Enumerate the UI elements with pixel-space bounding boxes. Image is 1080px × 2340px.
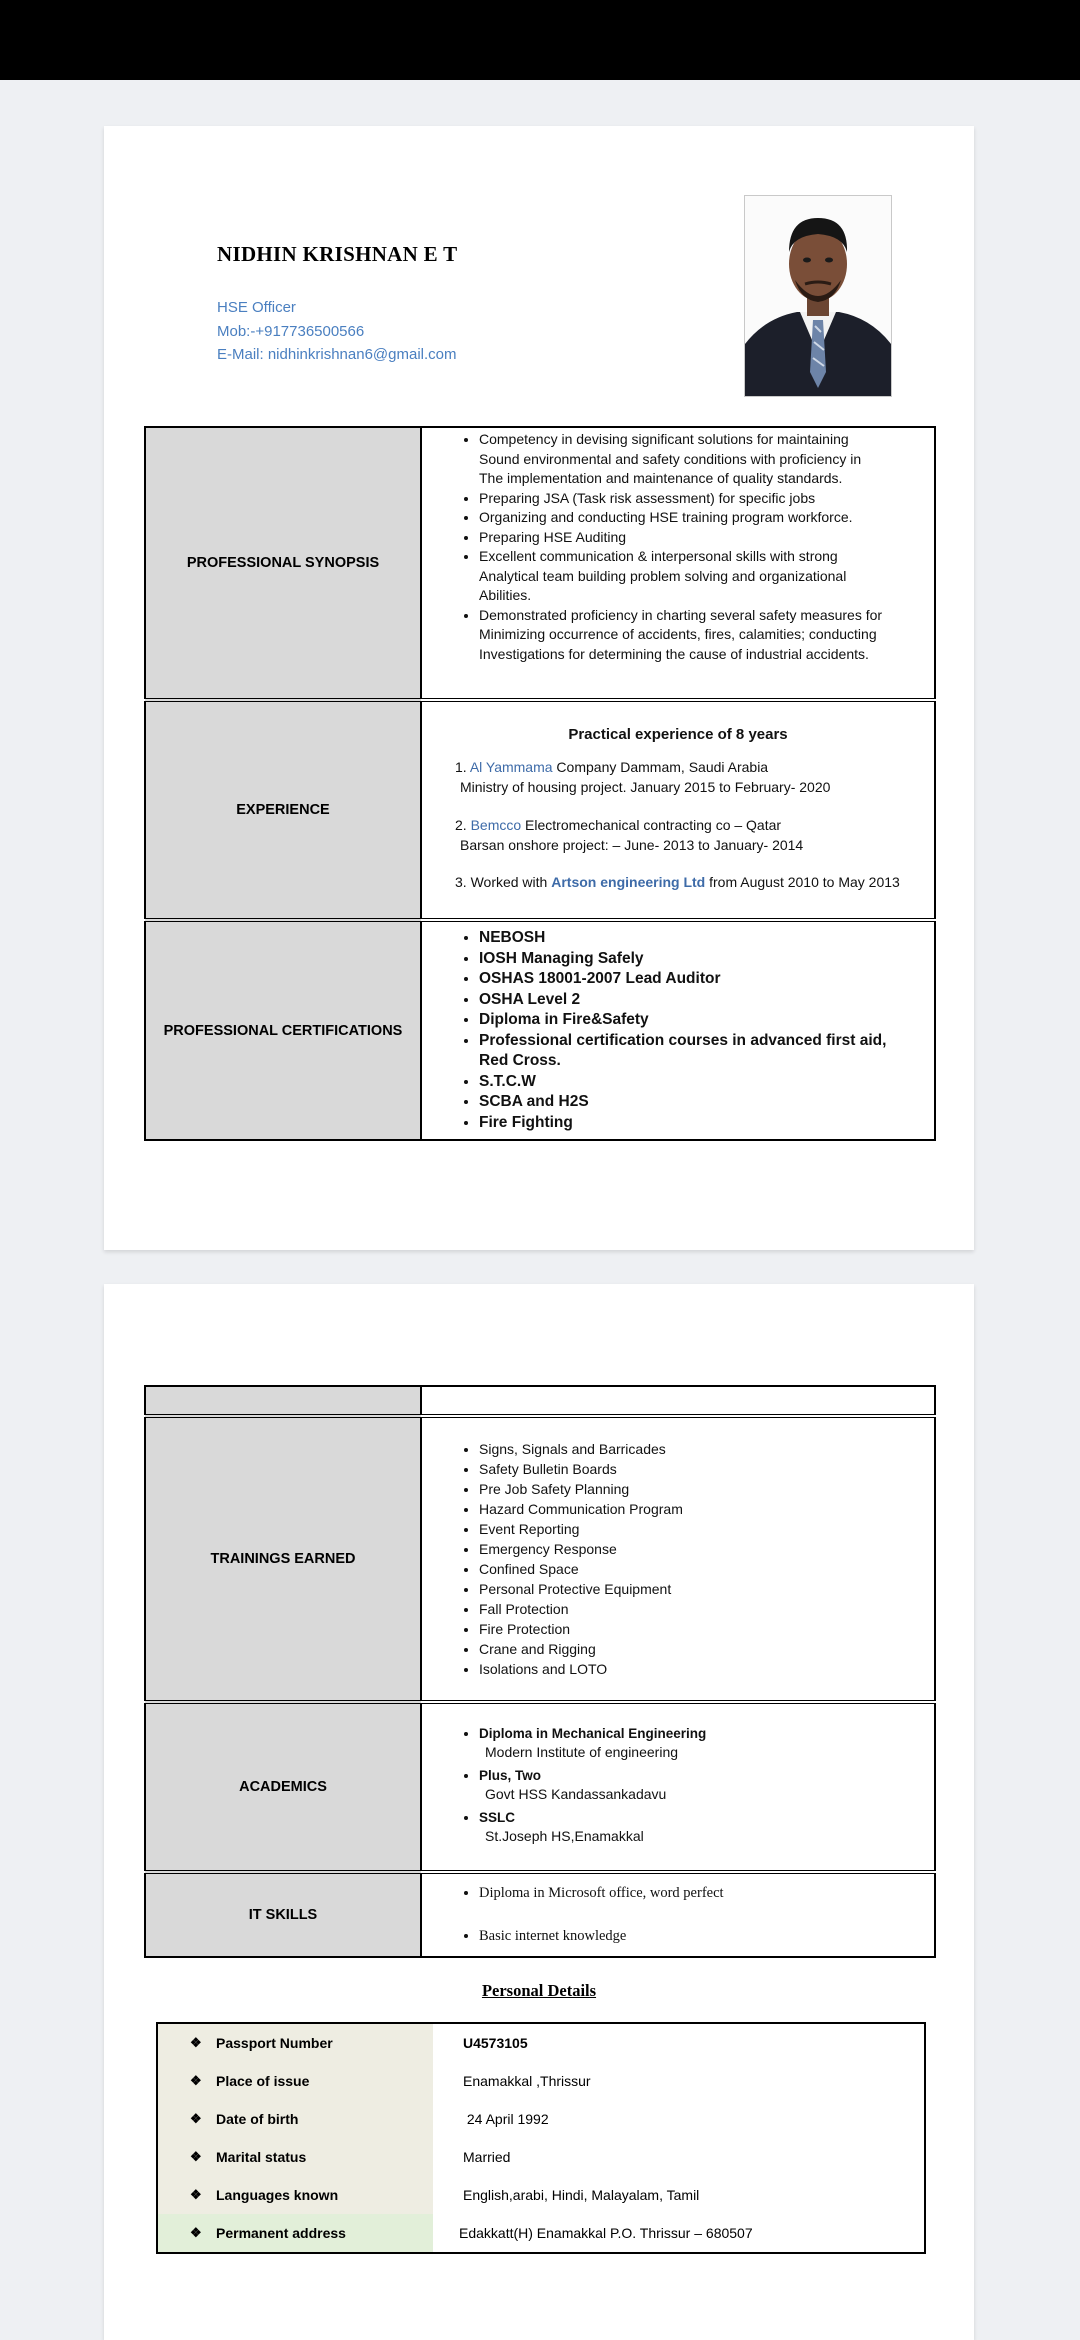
synopsis-row [145,427,935,700]
academics-content [421,1702,935,1872]
certification-item: • IOSH Managing Safely [479,949,904,970]
diamond-bullet-icon: ❖ [190,2035,202,2050]
synopsis-item: • Preparing HSE Auditing [479,528,934,548]
experience-row [145,700,935,920]
it-skills-content [421,1872,935,1957]
synopsis-item: • Demonstrated proficiency in charting several safety measures for Minimizing occurrence of accidents, fires, calamities; conducting Investigations for determining the cause of industrial accidents. [479,606,934,665]
certification-item: • S.T.C.W [479,1072,904,1093]
certification-item: • OSHA Level 2 [479,990,904,1011]
certifications-content [421,920,935,1140]
it-skills-list [422,1884,934,1947]
diamond-bullet-icon: ❖ [190,2111,202,2126]
experience-job-3: 3. Worked with Artson engineering Ltd from August 2010 to May 2013 [455,874,900,890]
diamond-bullet-icon: ❖ [190,2187,202,2202]
synopsis-label: PROFESSIONAL SYNOPSIS [145,427,421,700]
personal-row-address [157,2214,925,2253]
training-item: • Fire Protection [479,1619,934,1639]
experience-job-2: 2. Bemcco Electromechanical contracting co – Qatar Barsan onshore project: – June- 2013 to January- 2014 [455,817,804,853]
synopsis-item: • Competency in devising significant solutions for maintaining Sound environmental and safety conditions with proficiency in The implementation and maintenance of quality standards. [479,430,934,489]
training-item: • Event Reporting [479,1519,934,1539]
top-bar [0,0,1080,80]
resume-page-1 [104,126,974,1250]
academics-label: ACADEMICS [145,1702,421,1872]
training-item: • Confined Space [479,1559,934,1579]
certification-item: • Fire Fighting [479,1113,904,1134]
empty-label-cell [145,1386,421,1416]
certifications-row [145,920,935,1140]
experience-job-1: 1. Al Yammama Company Dammam, Saudi Arabia Ministry of housing project. January 2015 to February- 2020 [455,759,831,795]
email-address: E-Mail: nidhinkrishnan6@gmail.com [217,346,457,363]
certification-item: • NEBOSH [479,928,904,949]
personal-value: U4573105 [463,2035,528,2051]
training-item: • Pre Job Safety Planning [479,1479,934,1499]
synopsis-item: • Organizing and conducting HSE training program workforce. [479,508,934,528]
personal-value: English,arabi, Hindi, Malayalam, Tamil [463,2187,700,2203]
training-item: • Emergency Response [479,1539,934,1559]
it-skills-row [145,1872,935,1957]
personal-key: ❖ Languages known [157,2176,433,2214]
training-item: • Hazard Communication Program [479,1499,934,1519]
trainings-label: TRAININGS EARNED [145,1416,421,1702]
experience-heading: Practical experience of 8 years [568,726,788,743]
it-skill-item: • Basic internet knowledge [479,1927,934,1947]
personal-key: ❖ Permanent address [157,2214,433,2253]
training-item: • Safety Bulletin Boards [479,1459,934,1479]
personal-row-languages [157,2176,925,2214]
company-al-yammama: Al Yammama [469,759,553,775]
training-item: • Fall Protection [479,1599,934,1619]
job-role: HSE Officer [217,299,296,316]
trainings-row [145,1416,935,1702]
company-artson: Artson engineering Ltd [551,874,706,890]
personal-details-table [156,2022,926,2254]
experience-content [421,700,935,920]
diamond-bullet-icon: ❖ [190,2225,202,2240]
synopsis-list [422,430,934,664]
personal-value: Edakkatt(H) Enamakkal P.O. Thrissur – 680507 [459,2225,753,2241]
personal-row-passport [157,2023,925,2062]
synopsis-item: • Preparing JSA (Task risk assessment) for specific jobs [479,489,934,509]
trainings-content [421,1416,935,1702]
training-item: • Personal Protective Equipment [479,1579,934,1599]
personal-value: 24 April 1992 [463,2111,549,2127]
certification-item: • OSHAS 18001-2007 Lead Auditor [479,969,904,990]
training-item: • Crane and Rigging [479,1639,934,1659]
synopsis-item: • Excellent communication & interpersonal skills with strong Analytical team building problem solving and organizational Abilities. [479,547,934,606]
personal-key: ❖ Passport Number [157,2023,433,2062]
academics-row [145,1702,935,1872]
personal-key: ❖ Place of issue [157,2062,433,2100]
it-skills-label: IT SKILLS [145,1872,421,1957]
personal-row-date-of-birth [157,2100,925,2138]
academic-item: • Plus, Two Govt HSS Kandassankadavu [479,1766,934,1804]
training-item: • Signs, Signals and Barricades [479,1439,934,1459]
empty-row [145,1386,935,1416]
academic-item: • SSLC St.Joseph HS,Enamakkal [479,1808,934,1846]
it-skill-item: • Diploma in Microsoft office, word perfect [479,1884,934,1904]
certifications-list [422,928,934,1133]
resume-page-2 [104,1284,974,2340]
academics-list [422,1724,934,1846]
mobile-number: Mob:-+917736500566 [217,323,365,340]
personal-value: Enamakkal ,Thrissur [463,2073,591,2089]
academic-item: • Diploma in Mechanical Engineering Modern Institute of engineering [479,1724,934,1762]
candidate-name: NIDHIN KRISHNAN E T [217,242,458,266]
resume-table-2 [144,1385,936,1958]
empty-value-cell [421,1386,935,1416]
certification-item: • SCBA and H2S [479,1092,904,1113]
company-bemcco: Bemcco [470,817,522,833]
resume-table-1 [144,426,936,1141]
personal-key: ❖ Marital status [157,2138,433,2176]
diamond-bullet-icon: ❖ [190,2149,202,2164]
synopsis-content [421,427,935,700]
diamond-bullet-icon: ❖ [190,2073,202,2088]
personal-row-place-of-issue [157,2062,925,2100]
experience-label: EXPERIENCE [145,700,421,920]
personal-row-marital-status [157,2138,925,2176]
certification-item: • Professional certification courses in advanced first aid, Red Cross. [479,1031,904,1072]
personal-value: Married [463,2149,511,2165]
personal-details-title: Personal Details [481,1981,597,2000]
profile-photo [744,195,892,397]
training-item: • Isolations and LOTO [479,1659,934,1679]
certification-item: • Diploma in Fire&Safety [479,1010,904,1031]
personal-key: ❖ Date of birth [157,2100,433,2138]
certifications-label: PROFESSIONAL CERTIFICATIONS [145,920,421,1140]
trainings-list [422,1439,934,1679]
